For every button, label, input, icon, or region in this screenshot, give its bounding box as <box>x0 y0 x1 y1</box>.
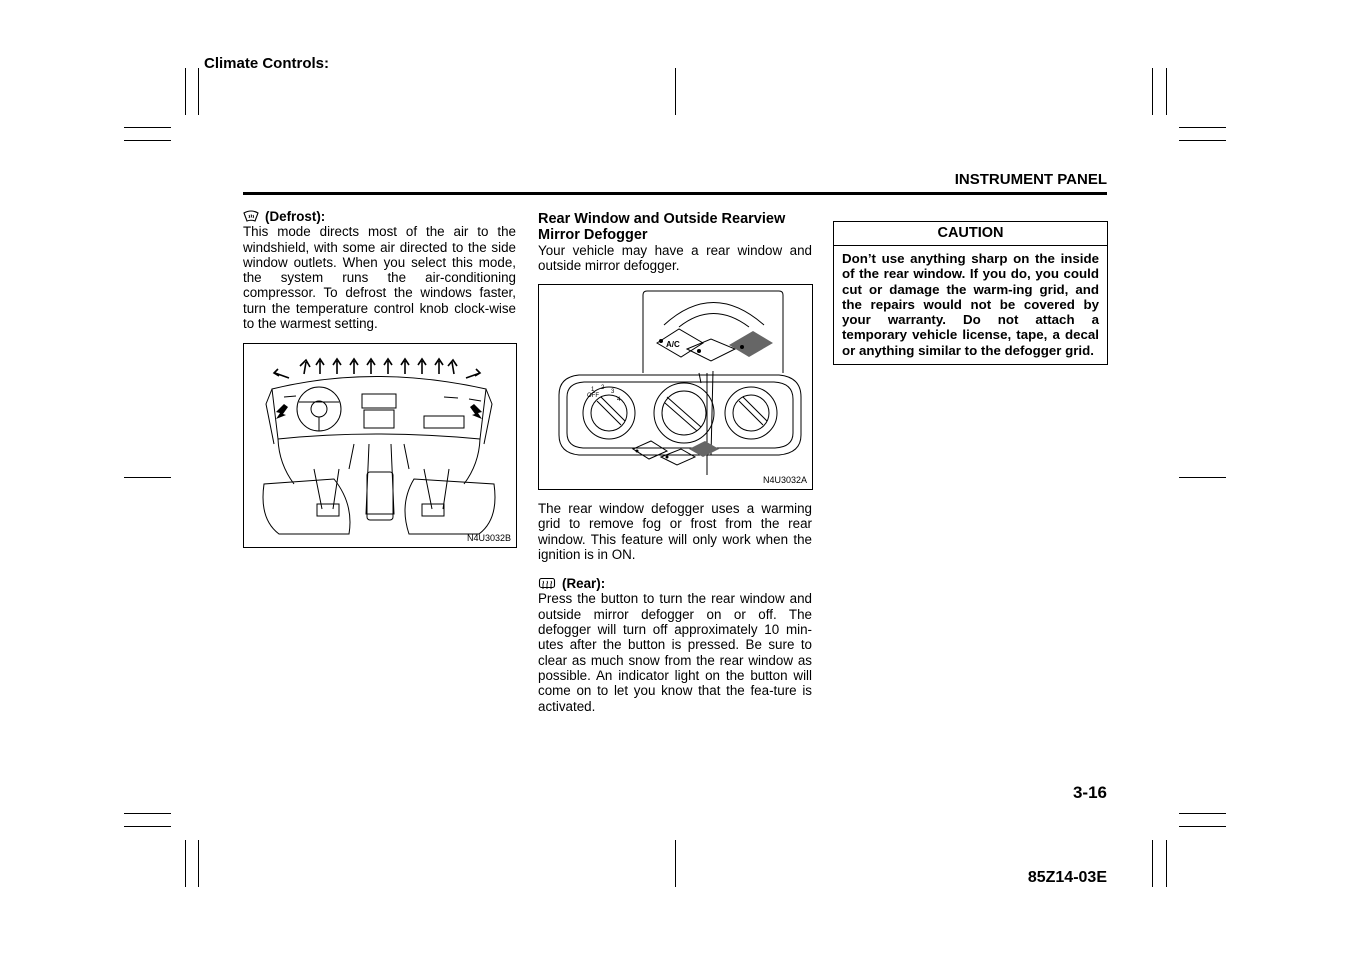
defogger-title: Rear Window and Outside Rearview Mirror Defogger <box>538 211 786 243</box>
chapter-title: INSTRUMENT PANEL <box>954 171 1107 188</box>
caution-box <box>833 221 1108 365</box>
rear-heading <box>538 576 812 591</box>
defogger-body: The rear window defogger uses a warming grid to remove fog or frost from the rear window. This feature will only work when the ignition is in ON. <box>538 501 812 562</box>
figure-code-b: N4U3032B <box>466 533 511 543</box>
fan-speed-4: 4 <box>617 397 621 403</box>
dashboard-airflow-illustration <box>244 344 516 547</box>
fan-speed-2: 2 <box>601 385 605 391</box>
left-column <box>243 209 516 331</box>
caution-heading: CAUTION <box>834 222 1107 246</box>
rear-text: Press the button to turn the rear window and outside mirror defogger on or off. The defogger will turn off approximately 10 min-utes after the button is pressed. Be sure to clear as much snow from the rear window as possible. An indicator light on the button will come on to let you know that the fea-ture is activated. <box>538 591 812 714</box>
caution-text: Don’t use anything sharp on the inside of the rear window. If you do, you could cut or damage the warm-ing grid, and the repairs would not be covered by your warranty. Do not attach a temporary vehicle license, tape, a decal or anything similar to the defogger grid. <box>842 251 1099 358</box>
figure-code-a: N4U3032A <box>762 475 807 485</box>
defrost-heading-label: (Defrost): <box>265 209 326 224</box>
fan-off-label: OFF <box>587 393 599 399</box>
page-number: 3-16 <box>1072 783 1107 802</box>
defrost-heading <box>243 209 516 224</box>
defrost-text: This mode directs most of the air to the windshield, with some air directed to the side window outlets. When you select this mode, the system runs the air-conditioning compressor. To defrost the windows faster, turn the temperature control knob clock-wise to the warmest setting. <box>243 224 516 332</box>
rear-defog-icon <box>538 577 556 591</box>
dashboard-airflow-figure <box>243 343 517 548</box>
ac-button-label: A/C <box>666 340 680 349</box>
fan-speed-1: 1 <box>591 387 595 393</box>
rear-heading-label: (Rear): <box>562 576 606 592</box>
defogger-intro: Your vehicle may have a rear window and outside mirror defogger. <box>538 243 812 274</box>
defrost-icon <box>243 210 259 224</box>
middle-column-top <box>538 211 812 274</box>
middle-column-bottom <box>538 501 812 714</box>
document-code: 85Z14-03E <box>1027 869 1107 886</box>
section-title: Climate Controls: <box>204 55 330 72</box>
fan-speed-3: 3 <box>611 389 615 395</box>
climate-control-panel-illustration <box>539 285 812 489</box>
header-rule <box>243 192 1107 195</box>
climate-control-panel-figure <box>538 284 813 490</box>
